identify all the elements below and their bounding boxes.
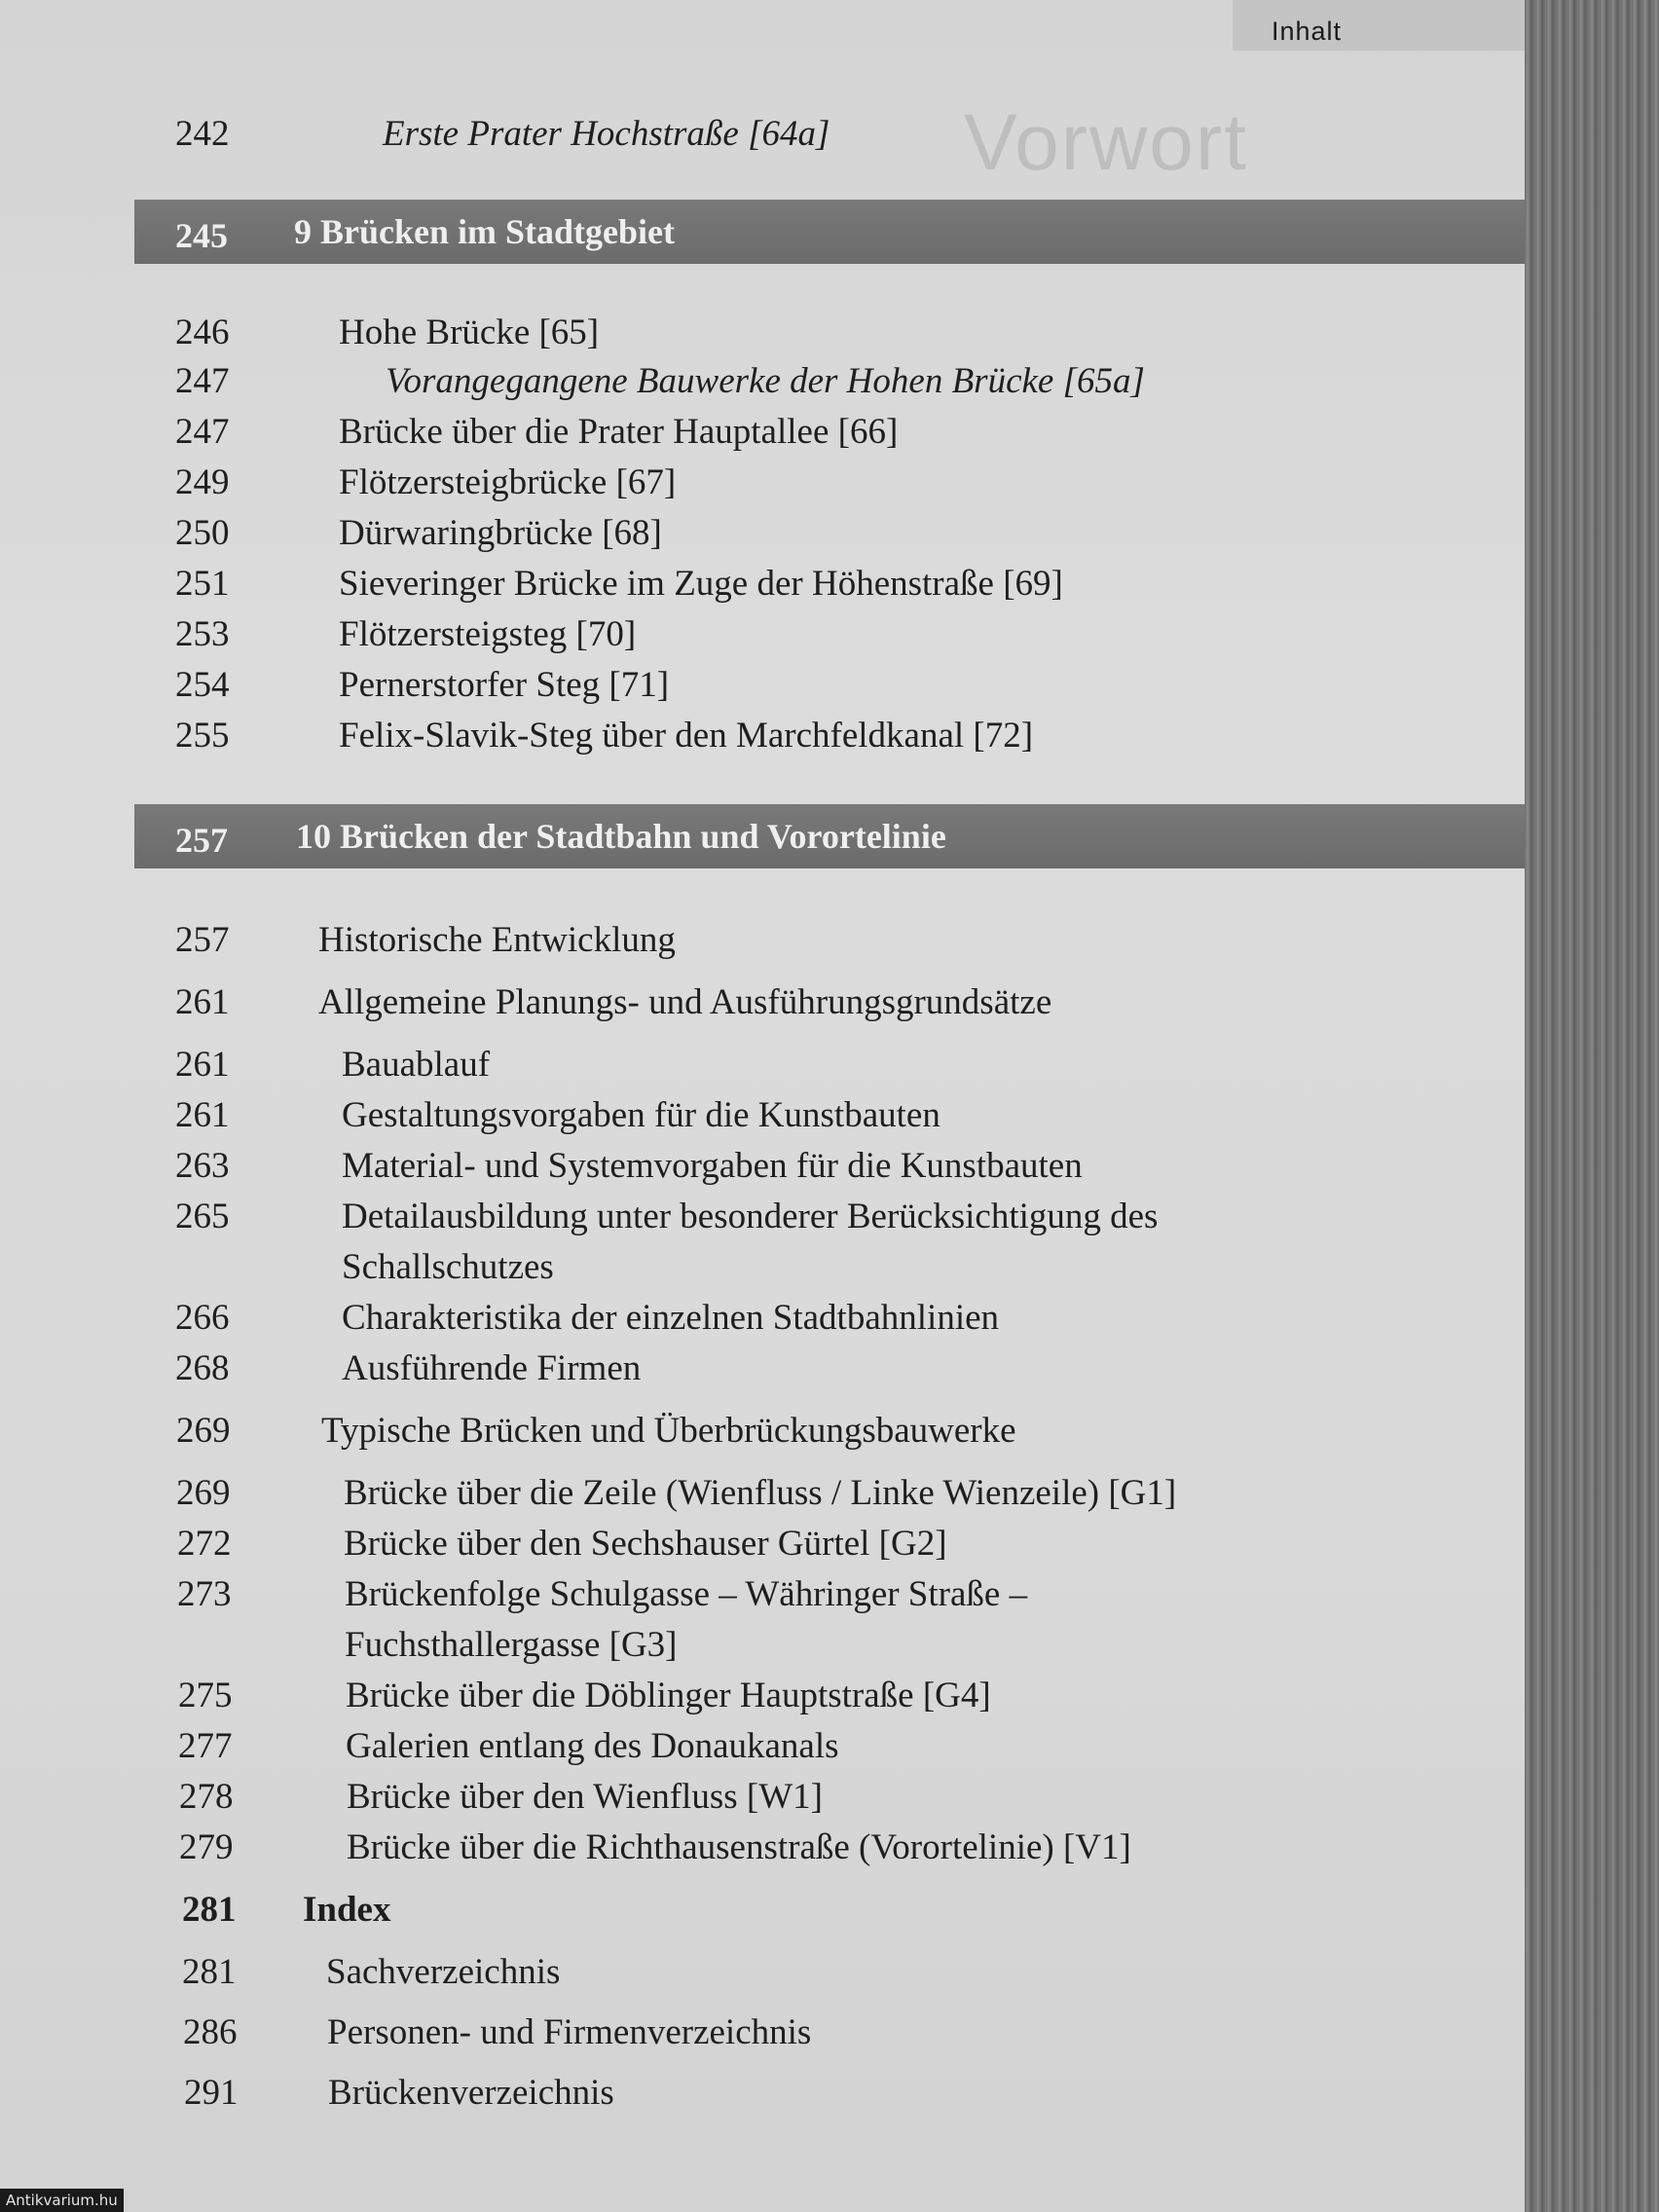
toc-entry [0,1412,1525,1451]
toc-entry [0,1778,1525,1817]
adjacent-page-edge [1525,0,1659,2212]
toc-title: Ausführende Firmen [342,1348,642,1388]
toc-title: Sieveringer Brücke im Zuge der Höhenstraße [69] [339,564,1063,604]
toc-entry-continuation [0,1248,1525,1287]
toc-entry [0,565,1525,604]
toc-entry [0,1474,1525,1513]
toc-page-number: 266 [175,1298,230,1338]
toc-entry [0,1525,1525,1564]
toc-entry-index [0,1891,1525,1930]
toc-title: Material- und Systemvorgaben für die Kunstbauten [342,1146,1083,1186]
toc-page-number: 254 [175,665,230,705]
toc-entry-continuation [0,1626,1525,1665]
toc-page-number: 249 [175,462,230,502]
toc-page-number: 278 [179,1777,234,1817]
bleed-through-heading: Vorwort [964,98,1248,187]
toc-title-continuation: Schallschutzes [342,1247,554,1287]
toc-page-number: 247 [175,412,230,452]
toc-title: Typische Brücken und Überbrückungsbauwerke [321,1411,1016,1451]
toc-page-number: 263 [175,1146,230,1186]
toc-title-continuation: Fuchsthallergasse [G3] [345,1625,678,1665]
toc-entry [0,666,1525,705]
toc-page-number: 246 [175,313,230,352]
toc-title: Galerien entlang des Donaukanals [346,1726,839,1766]
toc-entry [0,1198,1525,1236]
toc-title: Charakteristika der einzelnen Stadtbahnlinien [342,1298,1000,1338]
toc-title: Index [303,1890,391,1930]
toc-page-number: 269 [176,1473,231,1513]
toc-page-number: 257 [175,920,230,960]
toc-page-number: 261 [175,1045,230,1085]
toc-title: Pernerstorfer Steg [71] [339,665,670,705]
toc-entry [0,413,1525,452]
toc-entry [0,1147,1525,1186]
section-page-number: 245 [175,216,228,255]
section-title: 9 Brücken im Stadtgebiet [294,212,675,251]
toc-title: Brücke über die Prater Hauptallee [66] [339,412,899,452]
toc-entry [0,1575,1525,1614]
toc-title: Brücke über den Sechshauser Gürtel [G2] [344,1524,947,1564]
toc-entry [0,1727,1525,1766]
toc-title: Hohe Brücke [65] [339,313,600,352]
toc-title: Brücke über den Wienfluss [W1] [347,1777,823,1817]
toc-title: Bauablauf [342,1045,491,1085]
toc-entry [0,1677,1525,1715]
toc-page-number: 247 [175,361,230,401]
toc-page-number: 250 [175,513,230,553]
toc-page-number: 286 [183,2012,238,2052]
toc-entry [0,615,1525,654]
toc-page-number: 242 [175,114,230,154]
toc-page-number: 255 [175,716,230,756]
toc-title: Brückenfolge Schulgasse – Währinger Straße – [345,1574,1028,1614]
section-page-number: 257 [175,821,228,860]
section-band-10 [134,804,1525,868]
toc-title: Erste Prater Hochstraße [64a] [383,114,830,154]
toc-title: Dürwaringbrücke [68] [339,513,662,553]
toc-entry [0,115,1525,154]
toc-page-number: 268 [175,1348,230,1388]
section-band-9 [134,200,1525,264]
toc-entry [0,2074,1525,2113]
toc-entry [0,362,1525,401]
toc-title: Brücke über die Richthausenstraße (Vorortelinie) [V1] [347,1827,1131,1867]
toc-entry [0,983,1525,1022]
toc-entry [0,1299,1525,1338]
toc-page-number: 261 [175,982,230,1022]
watermark: Antikvarium.hu [0,2189,124,2212]
toc-page-number: 275 [178,1676,233,1715]
toc-title: Gestaltungsvorgaben für die Kunstbauten [342,1095,940,1135]
toc-page-number: 291 [184,2073,239,2113]
toc-page-number: 261 [175,1095,230,1135]
toc-title: Felix-Slavik-Steg über den Marchfeldkanal [72] [339,716,1034,756]
toc-entry [0,313,1525,352]
toc-entry [0,921,1525,960]
toc-page-number: 279 [179,1827,234,1867]
toc-entry [0,717,1525,756]
toc-entry [0,1349,1525,1388]
toc-page-number: 281 [182,1890,237,1930]
toc-page-number: 251 [175,564,230,604]
toc-title: Flötzersteigbrücke [67] [339,462,677,502]
toc-entry [0,1046,1525,1085]
toc-title: Flötzersteigsteg [70] [339,614,637,654]
toc-entry [0,1828,1525,1867]
toc-title: Brücke über die Zeile (Wienfluss / Linke Wienzeile) [G1] [344,1473,1177,1513]
section-title: 10 Brücken der Stadtbahn und Vorortelinie [296,817,946,856]
toc-title: Personen- und Firmenverzeichnis [327,2012,812,2052]
toc-page-number: 277 [178,1726,233,1766]
toc-entry [0,463,1525,502]
toc-entry [0,2013,1525,2052]
toc-title: Sachverzeichnis [326,1952,561,1992]
toc-title: Brückenverzeichnis [328,2073,614,2113]
toc-page-number: 253 [175,614,230,654]
toc-entry [0,1096,1525,1135]
toc-page-number: 272 [177,1524,232,1564]
toc-title: Brücke über die Döblinger Hauptstraße [G4] [346,1676,991,1715]
toc-page-number: 269 [176,1411,231,1451]
toc-entry [0,1953,1525,1992]
toc-page-number: 273 [177,1574,232,1614]
toc-page-number: 265 [175,1197,230,1236]
toc-title: Allgemeine Planungs- und Ausführungsgrundsätze [318,982,1052,1022]
toc-entry [0,514,1525,553]
toc-title: Detailausbildung unter besonderer Berücksichtigung des [342,1197,1159,1236]
toc-page-number: 281 [182,1952,237,1992]
toc-title: Historische Entwicklung [318,920,676,960]
running-header: Inhalt [1271,17,1342,46]
toc-title: Vorangegangene Bauwerke der Hohen Brücke [65a] [386,361,1145,401]
